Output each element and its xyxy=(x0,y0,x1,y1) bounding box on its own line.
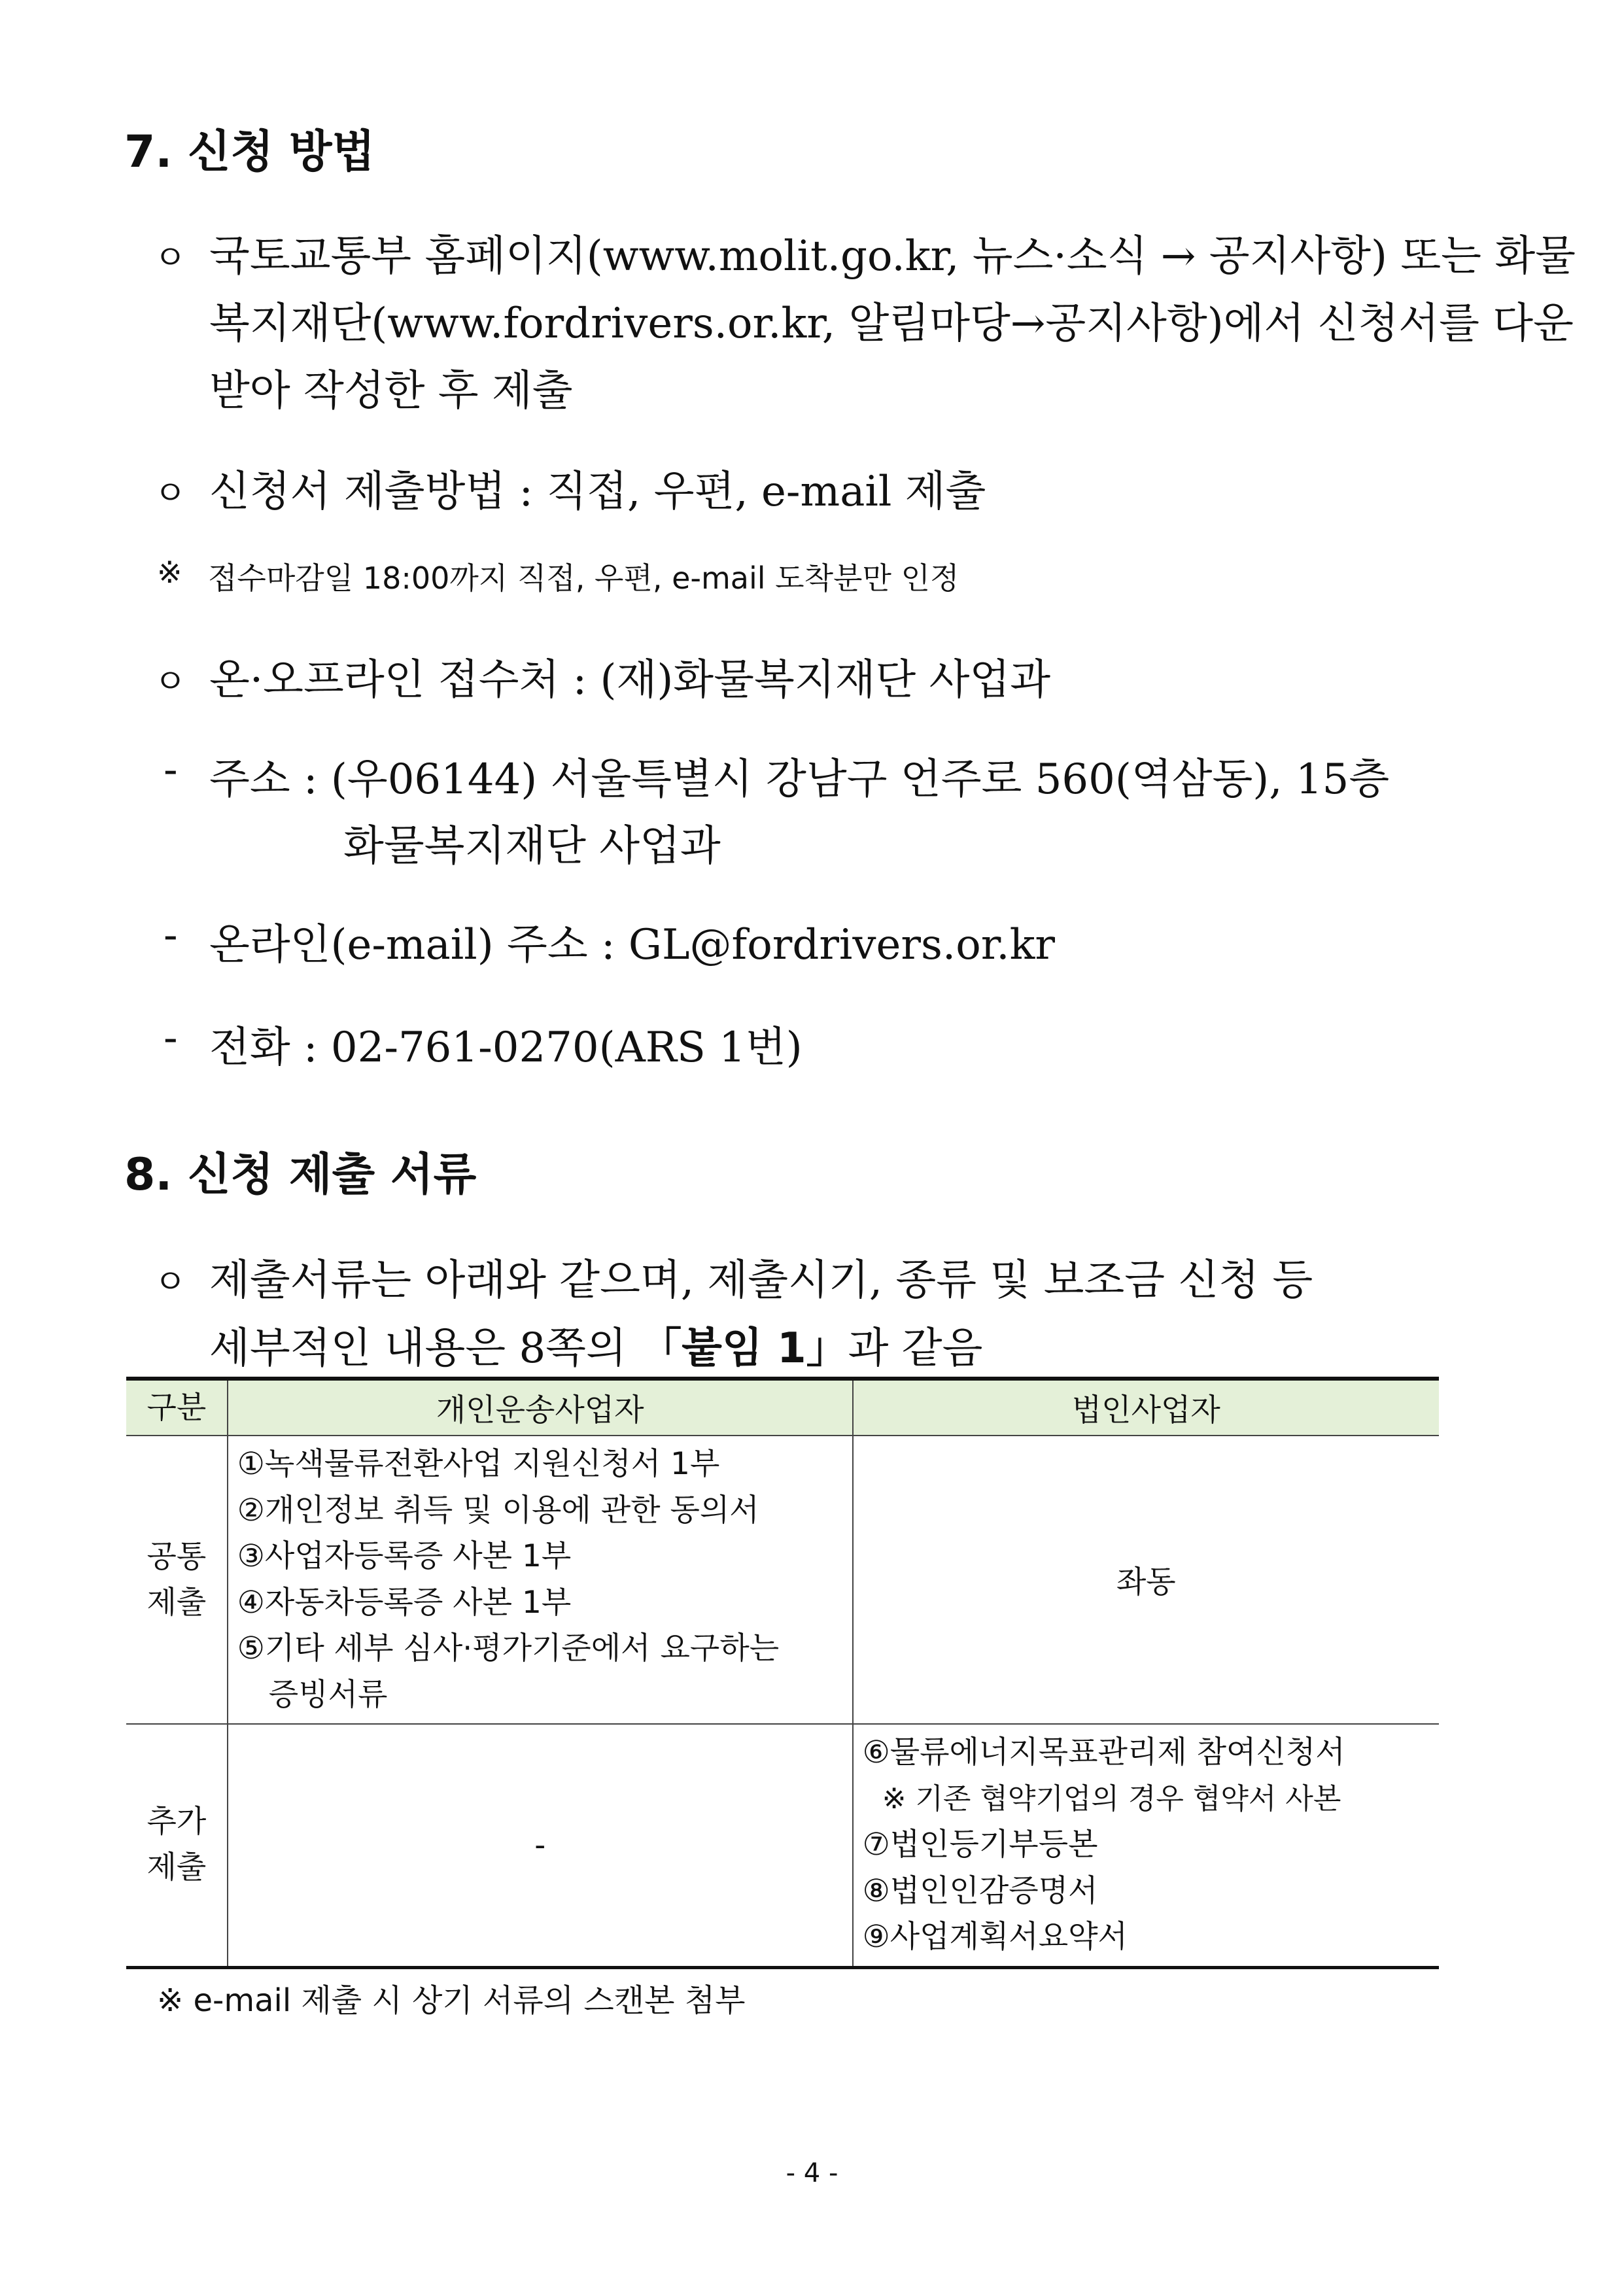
scan-footnote: ※ e-mail 제출 시 상기 서류의 스캔본 첨부 xyxy=(157,1982,746,2019)
list-item: ③사업자등록증 사본 1부 xyxy=(237,1538,572,1574)
dash-marker: - xyxy=(164,1014,178,1062)
header-individual: 개인운송사업자 xyxy=(228,1379,853,1436)
bullet-marker: ㅇ xyxy=(154,1263,187,1302)
documents-line-1: 제출서류는 아래와 같으며, 제출시기, 종류 및 보조금 신청 등 xyxy=(209,1256,1313,1305)
table-row-common xyxy=(126,1436,1439,1724)
row-label-additional: 추가 제출 xyxy=(126,1724,228,1967)
bullet-marker: ㅇ xyxy=(154,239,187,278)
list-item: ※ 기존 협약기업의 경우 협약서 사본 xyxy=(882,1781,1341,1816)
phone-number: 전화 : 02-761-0270(ARS 1번) xyxy=(209,1024,803,1072)
bullet-marker: ㅇ xyxy=(154,663,187,702)
attachment-reference: 「붙임 1」 xyxy=(640,1324,848,1373)
dash-marker: - xyxy=(164,911,178,959)
address-line-2: 화물복지재단 사업과 xyxy=(343,822,721,870)
address-line-1: 주소 : (우06144) 서울특별시 강남구 언주로 560(역삼동), 15층 xyxy=(209,755,1390,804)
common-individual-docs xyxy=(228,1436,853,1724)
method-line-3: 받아 작성한 후 제출 xyxy=(209,367,573,415)
header-corporate: 법인사업자 xyxy=(853,1379,1439,1436)
list-item: ②개인정보 취득 및 이용에 관한 동의서 xyxy=(237,1492,759,1528)
additional-individual-docs: - xyxy=(228,1724,853,1967)
method-line-1: 국토교통부 홈페이지(www.molit.go.kr, 뉴스·소식 → 공지사항) 또는 화물 xyxy=(209,232,1576,281)
table-header-row xyxy=(126,1379,1439,1436)
section8-heading: 8. 신청 제출 서류 xyxy=(124,1149,477,1201)
email-address: 온라인(e-mail) 주소 : GL@fordrivers.or.kr xyxy=(209,921,1056,969)
list-item: ⑨사업계획서요약서 xyxy=(862,1919,1128,1955)
note-marker: ※ xyxy=(157,555,182,590)
list-item: ④자동차등록증 사본 1부 xyxy=(237,1584,572,1621)
section7-heading: 7. 신청 방법 xyxy=(124,126,375,178)
list-item: 증빙서류 xyxy=(268,1676,388,1713)
table-row-additional xyxy=(126,1724,1439,1967)
bullet-marker: ㅇ xyxy=(154,474,187,513)
list-item: ⑦법인등기부등본 xyxy=(862,1827,1098,1863)
common-corporate-docs: 좌동 xyxy=(853,1436,1439,1724)
row-label-common: 공통 제출 xyxy=(126,1436,228,1724)
reception-office: 온·오프라인 접수처 : (재)화물복지재단 사업과 xyxy=(209,656,1051,704)
list-item: ⑧법인인감증명서 xyxy=(862,1872,1098,1909)
list-item: ⑤기타 세부 심사·평가기준에서 요구하는 xyxy=(237,1630,780,1666)
dash-marker: - xyxy=(164,746,178,794)
documents-table xyxy=(126,1377,1439,1969)
deadline-note: 접수마감일 18:00까지 직접, 우편, e-mail 도착분만 인정 xyxy=(208,560,959,596)
header-category: 구분 xyxy=(126,1379,228,1436)
additional-corporate-docs xyxy=(853,1724,1439,1967)
method-line-2: 복지재단(www.fordrivers.or.kr, 알림마당→공지사항)에서 신청서를 다운 xyxy=(209,300,1574,348)
list-item: ①녹색물류전환사업 지원신청서 1부 xyxy=(237,1446,720,1482)
list-item: ⑥물류에너지목표관리제 참여신청서 xyxy=(862,1734,1345,1770)
documents-line-2: 세부적인 내용은 8쪽의 「붙임 1」과 같음 xyxy=(209,1324,983,1373)
page-number: - 4 - xyxy=(786,2158,838,2188)
submission-method: 신청서 제출방법 : 직접, 우편, e-mail 제출 xyxy=(209,468,986,516)
